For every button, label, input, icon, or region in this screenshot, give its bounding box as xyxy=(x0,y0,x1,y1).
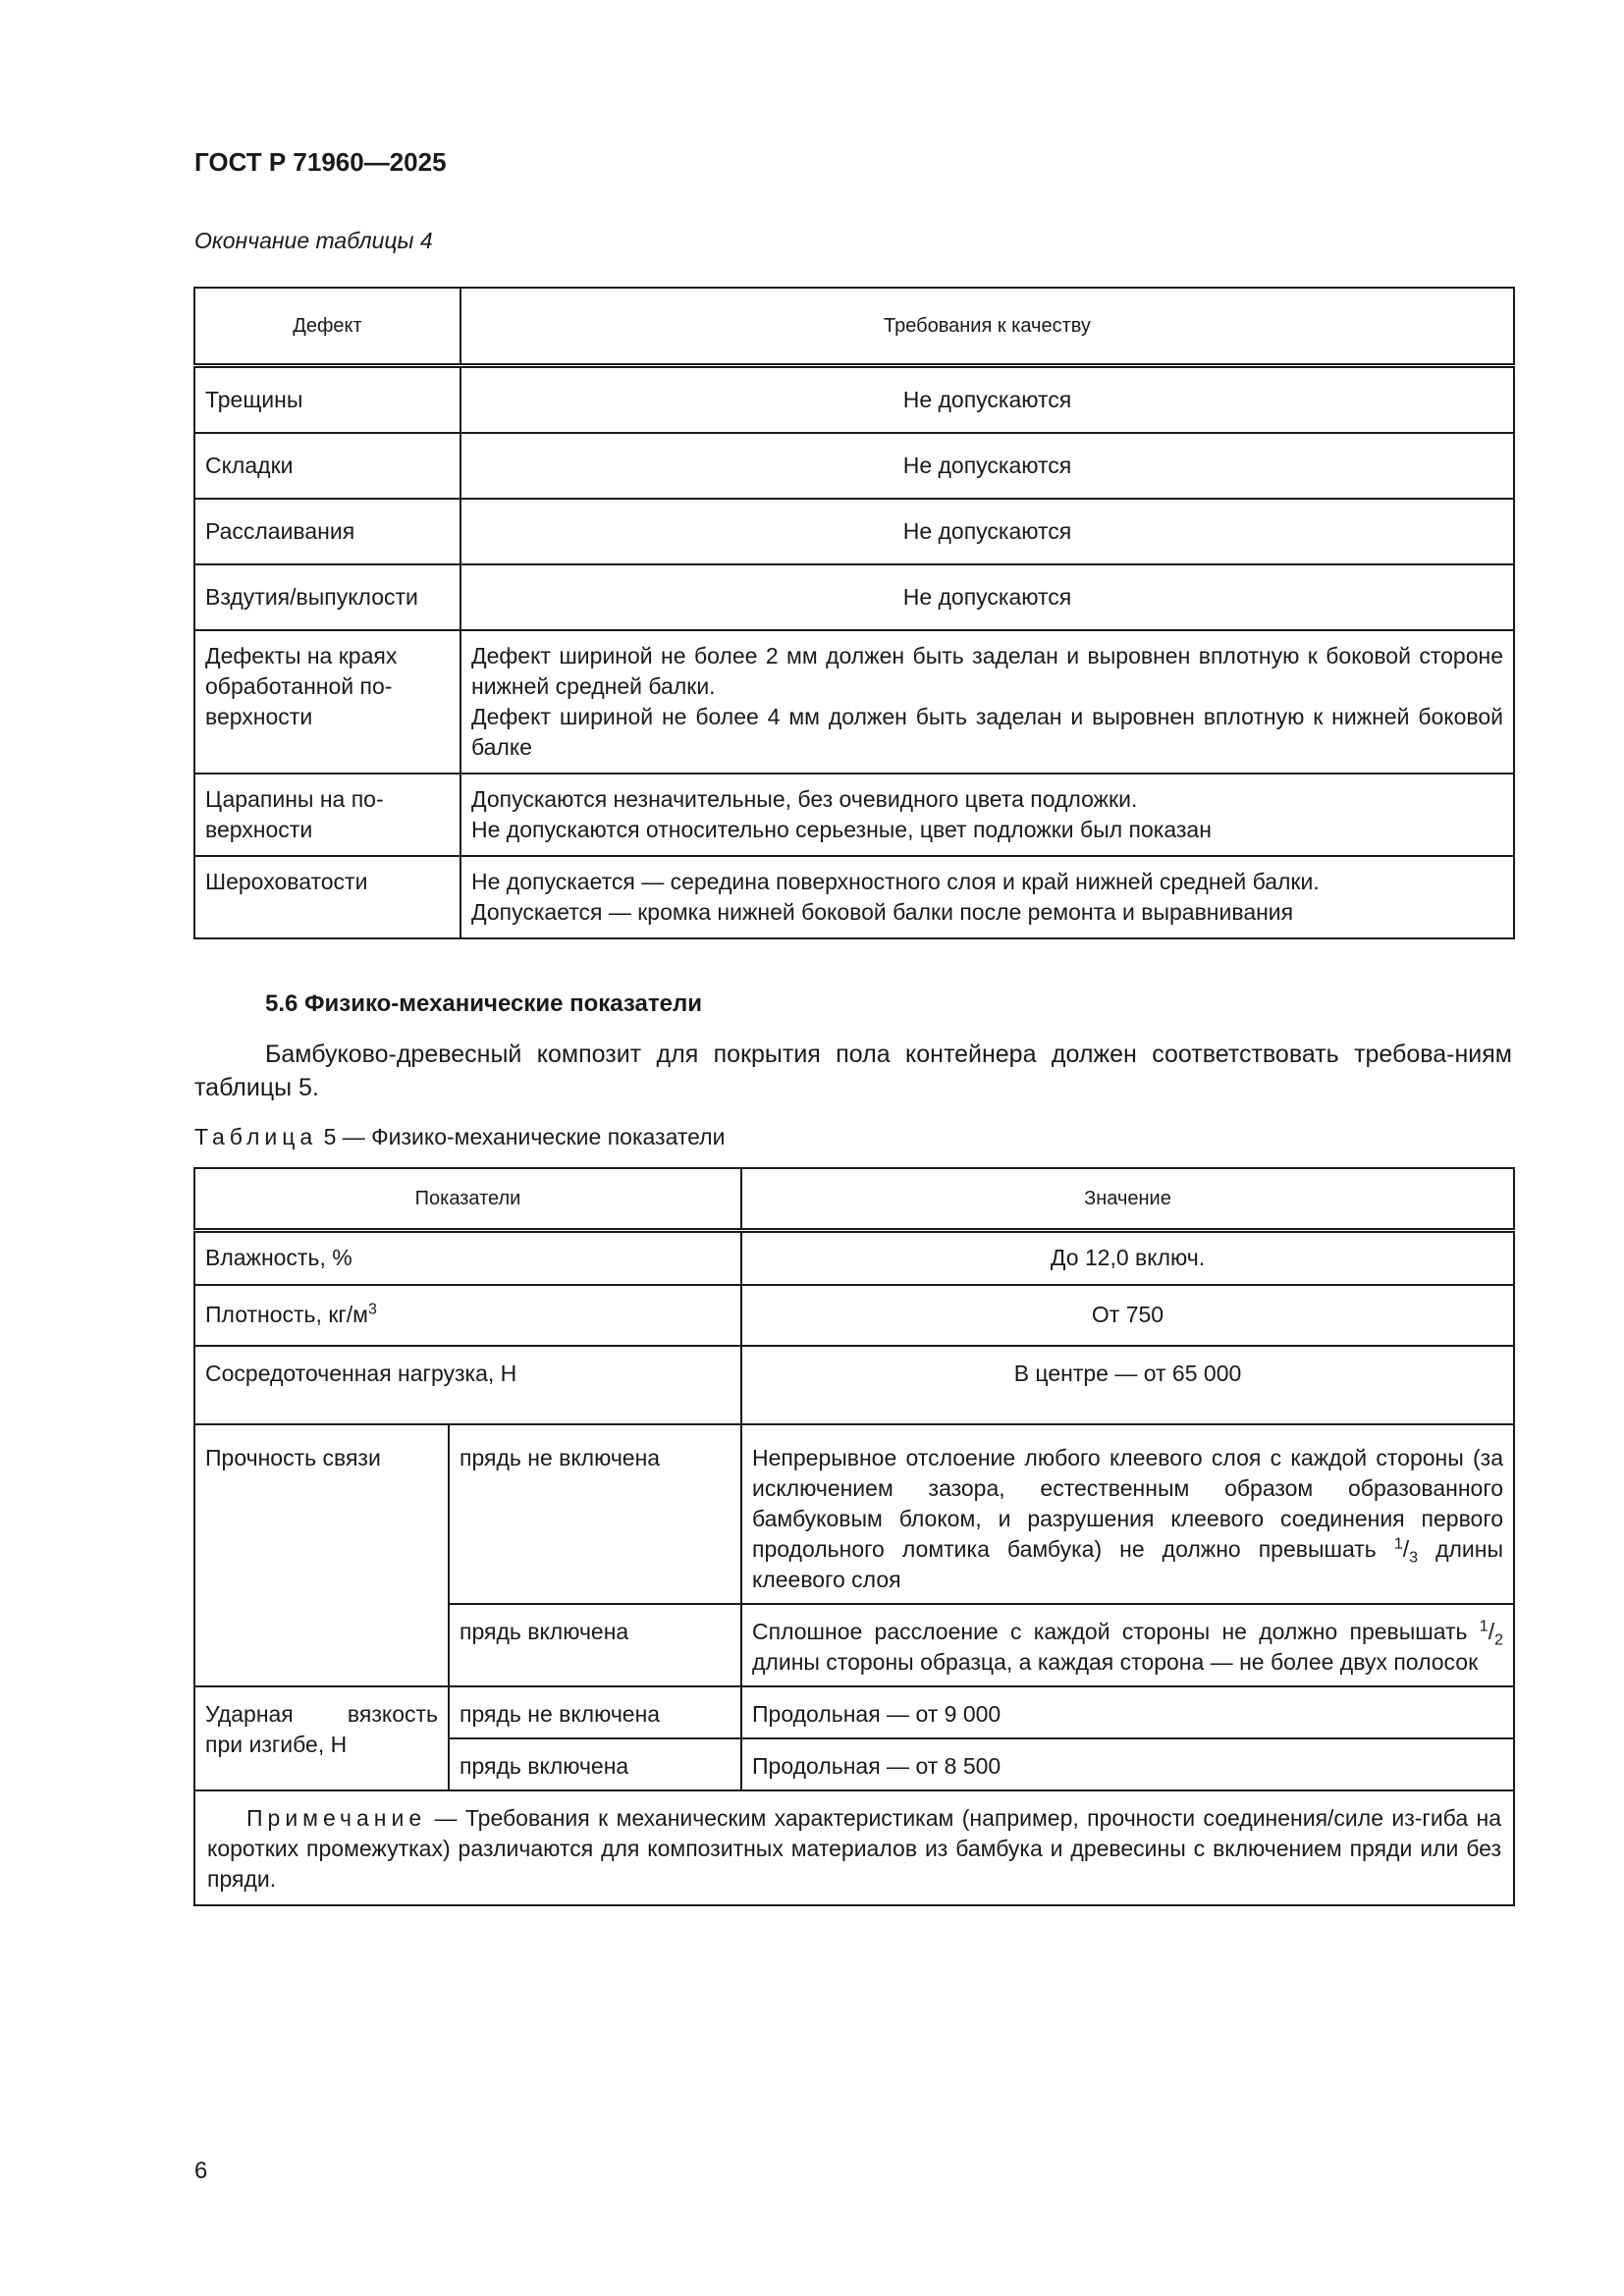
section-paragraph: Бамбуково-древесный композит для покрытия пола контейнера должен соответствовать требова-ниям таблицы 5. xyxy=(194,1041,1512,1101)
fraction-numerator: 1 xyxy=(1479,1617,1489,1634)
requirement-cell: Не допускаются xyxy=(460,366,1514,434)
table4-continuation-caption: Окончание таблицы 4 xyxy=(194,228,433,253)
note-text: — Требования к механическим характеристикам (например, прочности соединения/силе из-гиба на коротких промежутках) различаются для композитных материалов из бамбука и древесины с включением пряди или без пряди. xyxy=(207,1804,1501,1892)
fraction-denominator: 2 xyxy=(1494,1631,1503,1649)
value-cell: В центре — от 65 000 xyxy=(741,1346,1514,1424)
sub-indicator-cell: прядь включена xyxy=(449,1738,741,1790)
table-row xyxy=(194,1231,1514,1285)
defect-cell: Трещины xyxy=(194,366,460,434)
table-row xyxy=(194,630,1514,774)
table-row xyxy=(194,366,1514,434)
impact-word: Ударная xyxy=(205,1700,294,1727)
impact-name-line: при изгибе, Н xyxy=(205,1731,348,1757)
table-4 xyxy=(193,287,1515,939)
table5-header-value: Значение xyxy=(741,1168,1514,1231)
requirement-cell: Не допускаются xyxy=(460,433,1514,499)
defect-cell: Складки xyxy=(194,433,460,499)
note-label: Примечание xyxy=(246,1804,427,1831)
table-5 xyxy=(193,1167,1515,1906)
page-number: 6 xyxy=(194,2158,208,2184)
table-row xyxy=(194,1686,1514,1738)
requirement-cell xyxy=(460,856,1514,938)
value-cell: Непрерывное отслоение любого клеевого слоя с каждой стороны (за исключением зазора, естественным образом образованного бамбуковым блоком, и разрушения клеевого соединения первого продольного ломтика бамбука) не должно превышать $^1/_3$ длины клеевого слоя xyxy=(741,1424,1514,1604)
table5-note xyxy=(194,1790,1514,1905)
requirement-line: Не допускаются относительно серьезные, цвет подложки был показан xyxy=(471,817,1212,842)
table-row xyxy=(194,1346,1514,1424)
table-row xyxy=(194,1424,1514,1604)
requirement-line: Не допускается — середина поверхностного слоя и край нижней средней балки. xyxy=(471,869,1320,894)
value-cell: Продольная — от 8 500 xyxy=(741,1738,1514,1790)
requirement-cell xyxy=(460,774,1514,856)
requirement-cell: Не допускаются xyxy=(460,564,1514,630)
impact-name-line xyxy=(205,1699,438,1730)
table5-caption xyxy=(194,1124,725,1150)
sub-indicator-cell: прядь не включена xyxy=(449,1686,741,1738)
bond-value-text: Сплошное расслоение с каждой стороны не должно превышать xyxy=(752,1618,1480,1644)
sub-indicator-cell: прядь не включена xyxy=(449,1424,741,1604)
sub-indicator-cell: прядь включена xyxy=(449,1604,741,1686)
indicator-cell xyxy=(194,1285,741,1346)
table-row xyxy=(194,499,1514,564)
table-row xyxy=(194,856,1514,938)
defect-cell: Вздутия/выпуклости xyxy=(194,564,460,630)
bond-value-text: длины стороны образца, а каждая сторона — не более двух полосок xyxy=(752,1648,1479,1675)
defect-cell: Шероховатости xyxy=(194,856,460,938)
bond-value-text: Непрерывное отслоение любого клеевого слоя с каждой стороны (за исключением зазора, естественным образом образованного бамбуковым блоком, и разрушения клеевого соединения первого продольного ломтика бамбука) не должно превышать xyxy=(752,1444,1503,1562)
table-row xyxy=(194,433,1514,499)
table-row xyxy=(194,774,1514,856)
table5-caption-label: Таблица xyxy=(194,1124,318,1149)
indicator-cell: Сосредоточенная нагрузка, Н xyxy=(194,1346,741,1424)
requirement-line: Дефект шириной не более 4 мм должен быть заделан и выровнен вплотную к нижней боковой балке xyxy=(471,704,1503,760)
indicator-cell: Влажность, % xyxy=(194,1231,741,1285)
defect-cell: Расслаивания xyxy=(194,499,460,564)
table4-header-defect: Дефект xyxy=(194,288,460,366)
requirement-line: Дефект шириной не более 2 мм должен быть заделан и выровнен вплотную к боковой стороне нижней средней балки. xyxy=(471,643,1503,699)
table5-header-indicators: Показатели xyxy=(194,1168,741,1231)
density-label: Плотность, кг/м xyxy=(205,1302,368,1327)
requirement-cell: Не допускаются xyxy=(460,499,1514,564)
density-unit-exponent: 3 xyxy=(367,1301,377,1318)
table-row xyxy=(194,564,1514,630)
table5-caption-title: 5 — Физико-механические показатели xyxy=(317,1124,726,1149)
bond-value-text: длины клеевого слоя xyxy=(752,1535,1503,1592)
defect-cell: Царапины на по-верхности xyxy=(194,774,460,856)
indicator-cell xyxy=(194,1686,449,1790)
defect-cell: Дефекты на краях обработанной по-верхности xyxy=(194,630,460,774)
fraction-denominator: 3 xyxy=(1409,1549,1419,1567)
indicator-cell: Прочность связи xyxy=(194,1424,449,1686)
section-title: 5.6 Физико-механические показатели xyxy=(265,990,702,1017)
requirement-line: Допускаются незначительные, без очевидного цвета подложки. xyxy=(471,786,1138,812)
impact-word: вязкость xyxy=(347,1700,438,1727)
value-cell: До 12,0 включ. xyxy=(741,1231,1514,1285)
table4-header-requirements: Требования к качеству xyxy=(460,288,1514,366)
table-row xyxy=(194,1285,1514,1346)
requirement-cell xyxy=(460,630,1514,774)
fraction-numerator: 1 xyxy=(1393,1534,1403,1552)
value-cell: От 750 xyxy=(741,1285,1514,1346)
document-id: ГОСТ Р 71960—2025 xyxy=(194,147,447,177)
requirement-line: Допускается — кромка нижней боковой балки после ремонта и выравнивания xyxy=(471,899,1294,925)
value-cell: Сплошное расслоение с каждой стороны не должно превышать $^1/_2$ длины стороны образца, а каждая сторона — не более двух полосок xyxy=(741,1604,1514,1686)
table-row xyxy=(194,1790,1514,1905)
value-cell: Продольная — от 9 000 xyxy=(741,1686,1514,1738)
